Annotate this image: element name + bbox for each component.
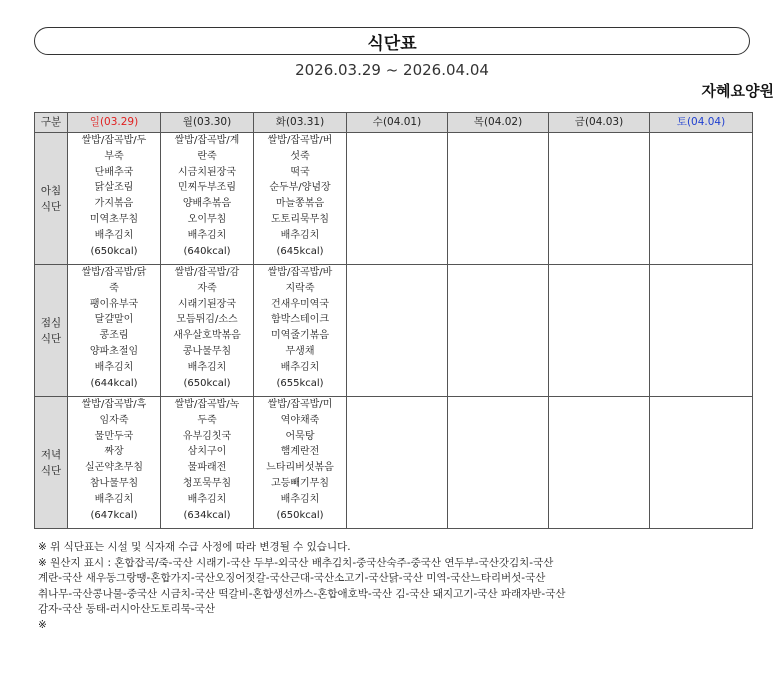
menu-item: 콩조림 — [99, 330, 129, 342]
menu-item: 미역초무침 — [89, 213, 139, 225]
menu-item: 함박스테이크 — [271, 314, 329, 326]
menu-item: 미역줄기볶음 — [271, 330, 329, 342]
menu-cell — [448, 265, 549, 397]
menu-cell — [650, 133, 753, 265]
title-banner — [34, 27, 750, 55]
menu-cell — [347, 133, 448, 265]
menu-item: 유부김칫국 — [182, 430, 232, 442]
menu-item: 배추김치 — [280, 229, 320, 241]
page-title: 식단표 — [367, 33, 417, 54]
menu-cell — [448, 397, 549, 529]
menu-cell — [549, 397, 650, 529]
menu-cell — [161, 265, 254, 397]
day-header-wed: 수(04.01) — [347, 113, 448, 133]
menu-item: (645kcal) — [276, 245, 324, 257]
menu-item: 배추김치 — [187, 361, 227, 373]
menu-item: (650kcal) — [183, 377, 231, 389]
menu-cell — [254, 133, 347, 265]
menu-item: 닭살조림 — [94, 182, 134, 194]
menu-item: 쌀밥/잡곡밥/미 — [267, 399, 333, 410]
note-line: ※ 원산지 표시 : 혼합잡곡/죽-국산 시래기-국산 두부-외국산 배추김치-중국산숙주-중국산 연두부-국산갓김치-국산 — [38, 556, 554, 569]
menu-cell — [68, 397, 161, 529]
menu-cell — [650, 397, 753, 529]
meal-row — [35, 397, 753, 529]
menu-cell — [448, 133, 549, 265]
menu-item: 무생채 — [285, 345, 315, 357]
menu-cell — [161, 397, 254, 529]
menu-item: 임자죽 — [99, 414, 129, 426]
meal-row — [35, 265, 753, 397]
menu-item: 배추김치 — [187, 493, 227, 505]
menu-item: 물만두국 — [94, 430, 134, 442]
menu-item: 죽 — [109, 282, 119, 294]
menu-item: 쌀밥/잡곡밥/버 — [267, 135, 333, 146]
corner-header: 구분 — [35, 113, 68, 133]
meal-table — [34, 112, 753, 529]
menu-item: 두죽 — [197, 414, 217, 426]
menu-item: (640kcal) — [183, 245, 231, 257]
menu-item: 쌀밥/잡곡밥/두 — [81, 135, 147, 146]
menu-cell — [68, 265, 161, 397]
menu-item: 청포묵무침 — [182, 477, 232, 489]
meal-label-line: 점심 — [40, 316, 62, 329]
menu-item: 시금치된장국 — [178, 166, 236, 178]
day-header-mon: 월(03.30) — [161, 113, 254, 133]
menu-item: 팽이유부국 — [89, 298, 139, 310]
menu-item: 배추김치 — [280, 361, 320, 373]
menu-item: (647kcal) — [90, 509, 138, 521]
meal-label-line: 저녁 — [40, 448, 62, 461]
menu-item: 역야채죽 — [280, 414, 320, 426]
menu-item: 쌀밥/잡곡밥/계 — [174, 135, 240, 146]
menu-item: 느타리버섯볶음 — [266, 462, 334, 474]
menu-item: 마늘쫑볶음 — [275, 198, 325, 210]
menu-item: 배추김치 — [94, 229, 134, 241]
menu-item: 배추김치 — [187, 229, 227, 241]
meal-label-line: 식단 — [40, 200, 62, 213]
note-line: ※ 위 식단표는 시설 및 식자재 수급 사정에 따라 변경될 수 있습니다. — [38, 541, 351, 553]
meal-row — [35, 133, 753, 265]
menu-item: 지락죽 — [285, 282, 315, 294]
menu-item: 섯죽 — [290, 150, 310, 162]
menu-item: 자죽 — [197, 282, 217, 294]
menu-item: 쌀밥/잡곡밥/감 — [174, 267, 240, 278]
menu-item: (644kcal) — [90, 377, 138, 389]
menu-item: 실곤약초무침 — [85, 462, 143, 474]
menu-item: 건새우미역국 — [271, 298, 329, 310]
menu-cell — [161, 133, 254, 265]
meal-label — [35, 265, 68, 397]
menu-cell — [549, 265, 650, 397]
menu-item: (650kcal) — [276, 509, 324, 521]
menu-item: 시래기된장국 — [178, 298, 236, 310]
menu-cell — [254, 265, 347, 397]
menu-item: 순두부/양념장 — [269, 182, 331, 194]
menu-item: 도토리묵무침 — [271, 213, 329, 225]
menu-item: 쌀밥/잡곡밥/흑 — [81, 399, 147, 410]
date-range: 2026.03.29 ~ 2026.04.04 — [295, 61, 489, 79]
menu-item: 어묵탕 — [285, 430, 315, 442]
menu-item: 단배추국 — [94, 166, 134, 178]
facility-name: 자혜요양원 — [701, 82, 774, 100]
note-line: ※ — [38, 618, 47, 631]
menu-cell — [549, 133, 650, 265]
menu-item: 삼치구이 — [187, 446, 227, 458]
menu-item: (655kcal) — [276, 377, 324, 389]
menu-item: (634kcal) — [183, 509, 231, 521]
menu-item: 물파래전 — [187, 462, 227, 474]
menu-item: 오이무침 — [187, 213, 227, 225]
menu-item: 양배추볶음 — [182, 198, 232, 210]
menu-item: 달걀말이 — [94, 314, 134, 326]
menu-item: 양파초절임 — [89, 345, 139, 357]
meal-label — [35, 397, 68, 529]
menu-item: 배추김치 — [94, 493, 134, 505]
meal-label-line: 아침 — [40, 184, 62, 197]
menu-item: 배추김치 — [280, 493, 320, 505]
note-line: 취나무-국산콩나물-중국산 시금치-국산 떡갈비-혼합생선까스-혼합애호박-국산 김-국산 돼지고기-국산 파래자반-국산 — [38, 587, 566, 600]
meal-label — [35, 133, 68, 265]
meal-label-line: 식단 — [40, 464, 62, 477]
menu-item: 란죽 — [197, 150, 217, 162]
menu-item: 쌀밥/잡곡밥/녹 — [174, 399, 240, 410]
day-header-sat: 토(04.04) — [650, 113, 753, 133]
menu-item: 참나물무침 — [89, 477, 139, 489]
note-line: 계란-국산 새우동그랑땡-혼합가지-국산오징어젓갈-국산근대-국산소고기-국산닭-국산 미역-국산느타리버섯-국산 — [38, 572, 546, 585]
menu-item: 쌀밥/잡곡밥/바 — [267, 267, 333, 278]
menu-item: 고등빼기무침 — [271, 477, 329, 489]
menu-cell — [254, 397, 347, 529]
menu-item: 쌀밥/잡곡밥/닭 — [81, 267, 147, 278]
day-header-tue: 화(03.31) — [254, 113, 347, 133]
notes — [38, 540, 758, 634]
menu-item: 민찌두부조림 — [178, 182, 236, 194]
menu-cell — [68, 133, 161, 265]
meal-label-line: 식단 — [40, 332, 62, 345]
menu-item: 짜장 — [104, 446, 124, 458]
menu-item: 가지볶음 — [94, 198, 134, 210]
header-row — [35, 113, 753, 133]
menu-cell — [650, 265, 753, 397]
menu-item: 콩나물무침 — [182, 345, 232, 357]
menu-cell — [347, 397, 448, 529]
menu-item: 새우살호박볶음 — [173, 330, 241, 342]
menu-item: 부죽 — [104, 150, 124, 162]
menu-item: 햄계란전 — [280, 446, 320, 458]
menu-cell — [347, 265, 448, 397]
menu-item: 배추김치 — [94, 361, 134, 373]
menu-item: 떡국 — [290, 166, 310, 178]
day-header-fri: 금(04.03) — [549, 113, 650, 133]
day-header-thu: 목(04.02) — [448, 113, 549, 133]
note-line: 감자-국산 동태-러시아산도토리묵-국산 — [38, 603, 215, 616]
day-header-sun: 일(03.29) — [68, 113, 161, 133]
menu-item: (650kcal) — [90, 245, 138, 257]
menu-item: 모듬튀김/소스 — [176, 314, 238, 326]
